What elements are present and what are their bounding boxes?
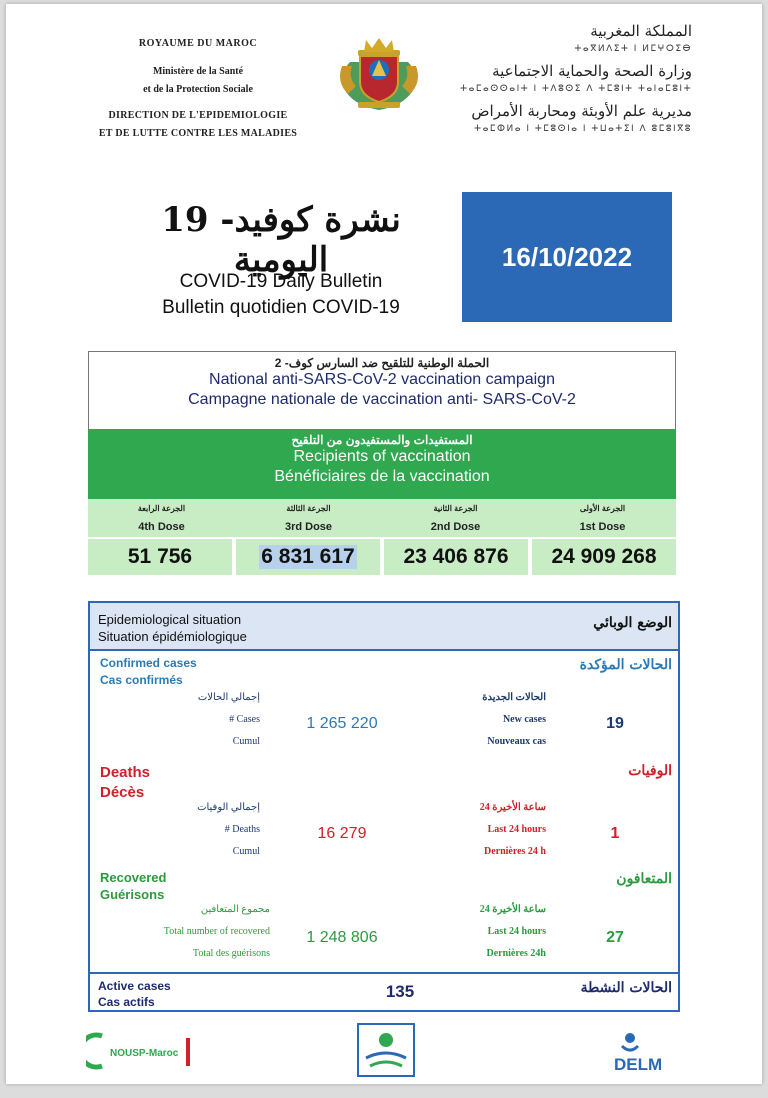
royal-emblem-icon — [336, 32, 422, 114]
label-ar: 24 ساعة الأخيرة — [479, 904, 546, 915]
recovered-new-value: 27 — [606, 929, 624, 946]
kingdom-label: ROYAUME DU MAROC — [138, 38, 258, 49]
deaths-label-fr: Décès — [100, 784, 145, 801]
label-en: Last 24 hours — [487, 926, 546, 937]
dose-value-1 — [532, 539, 676, 575]
dose-header-1 — [529, 499, 676, 537]
dose-value-text: 23 406 876 — [403, 545, 509, 568]
ministry-label-ar: وزارة الصحة والحماية الاجتماعية — [492, 62, 692, 80]
label-fr: Dernières 24 h — [483, 846, 546, 857]
recovered-new-labels — [430, 899, 546, 965]
ministry-label-tifinagh: ⵜⴰⵎⴰⵙⵙⴰⵏⵜ ⵏ ⵜⴷⵓⵙⵉ ⴷ ⵜⵎⵓⵏⵜ ⵜⴰⵏⴰⵎⵓⵏⵜ — [460, 84, 692, 94]
recipients-title-en: Recipients of vaccination — [293, 448, 471, 465]
dose-label-ar: الجرعة الثانية — [433, 504, 478, 513]
recovered-label-ar: المتعافون — [616, 871, 672, 887]
campaign-title-fr: Campagne nationale de vaccination anti- SARS-CoV-2 — [188, 391, 576, 408]
label-en: New cases — [502, 714, 546, 725]
direction-label-tifinagh: ⵜⴰⵎⵀⵍⴰ ⵏ ⵜⵎⵓⵙⵏⴰ ⵏ ⵜⵡⴰⵜⵉⵏ ⴷ ⵓⵎⵓⵏⴳⵓ — [474, 124, 692, 134]
deaths-label-en: Deaths — [100, 764, 151, 781]
dose-value-2 — [384, 539, 528, 575]
deaths-new-value: 1 — [610, 825, 620, 842]
delm-logo-icon — [610, 1030, 674, 1078]
direction-label-ar: مديرية علم الأوبئة ومحاربة الأمراض — [471, 102, 692, 120]
epi-title-ar: الوضع الوبائي — [593, 615, 672, 631]
epidemiological-situation-panel — [88, 601, 680, 1011]
kingdom-label-ar: المملكة المغربية — [590, 22, 692, 40]
deaths-label-ar: الوفيات — [628, 763, 672, 779]
bulletin-title-fr: Bulletin quotidien COVID-19 — [162, 297, 400, 318]
dose-headers — [88, 499, 676, 537]
recovered-label-fr: Guérisons — [100, 887, 165, 902]
dose-value-text: 51 756 — [127, 545, 193, 568]
deaths-section-title — [100, 763, 150, 803]
dose-value-text: 6 831 617 — [261, 545, 355, 568]
confirmed-new-value: 19 — [606, 715, 624, 732]
label-en: # Deaths — [224, 824, 260, 835]
dose-value-3 — [236, 539, 380, 575]
label-ar: الحالات الجديدة — [482, 692, 546, 703]
bulletin-title-ar: نشرة كوفيد- 19 اليومية — [161, 200, 401, 280]
header-french — [68, 38, 328, 143]
dose-value-4 — [88, 539, 232, 575]
direction-line-2: ET DE LUTTE CONTRE LES MALADIES — [98, 128, 298, 139]
dose-value-text: 24 909 268 — [551, 545, 657, 568]
label-en: # Cases — [229, 714, 260, 725]
dose-label-ar: الجرعة الرابعة — [137, 504, 186, 513]
recovered-cumul-labels — [100, 899, 270, 965]
dose-label-en: 2nd Dose — [430, 521, 481, 533]
campaign-box — [88, 351, 676, 431]
label-ar: مجموع المتعافين — [200, 904, 270, 915]
label-ar: إجمالي الوفيات — [197, 802, 260, 813]
active-label-en: Active cases — [98, 979, 171, 993]
confirmed-label-ar: الحالات المؤكدة — [579, 657, 672, 673]
dose-label-ar: الجرعة الأولى — [579, 504, 626, 513]
label-fr: Dernières 24h — [486, 948, 546, 959]
recipients-banner — [88, 429, 676, 499]
dose-values — [88, 539, 676, 575]
dose-label-en: 1st Dose — [579, 521, 626, 533]
direction-line-1: DIRECTION DE L'EPIDEMIOLOGIE — [108, 110, 288, 121]
confirmed-section-title — [100, 655, 197, 689]
epi-title-fr: Situation épidémiologique — [98, 629, 247, 644]
bulletin-title — [116, 269, 446, 321]
label-fr: Total des guérisons — [192, 948, 270, 959]
epi-header — [90, 603, 678, 651]
label-fr: Cumul — [232, 736, 260, 747]
recovered-section-title — [100, 869, 166, 903]
confirmed-cumul-labels — [160, 687, 260, 753]
ministry-line-2: et de la Protection Sociale — [143, 84, 253, 95]
bulletin-date: 16/10/2022 — [462, 192, 672, 322]
dose-label-en: 3rd Dose — [284, 521, 333, 533]
label-ar: إجمالي الحالات — [197, 692, 260, 703]
delm-logo-text: DELM — [614, 1055, 663, 1074]
header-arabic — [422, 22, 692, 142]
campaign-title-ar: الحملة الوطنية للتلقيح ضد السارس كوف- 2 — [274, 356, 490, 370]
active-label-fr: Cas actifs — [98, 995, 155, 1009]
nousp-logo-text: NOUSP-Maroc — [110, 1048, 179, 1059]
dose-header-3 — [235, 499, 382, 537]
confirmed-new-labels — [430, 687, 546, 753]
kingdom-label-tifinagh: ⵜⴰⴳⵍⴷⵉⵜ ⵏ ⵍⵎⵖⵔⵉⴱ — [574, 44, 692, 54]
bulletin-page — [6, 4, 762, 1084]
label-fr: Cumul — [232, 846, 260, 857]
recovered-cumul-value: 1 248 806 — [306, 929, 378, 946]
confirmed-label-fr: Cas confirmés — [100, 673, 183, 687]
label-ar: 24 ساعة الأخيرة — [479, 802, 546, 813]
epi-title-en: Epidemiological situation — [98, 612, 242, 627]
ministry-line-1: Ministère de la Santé — [152, 66, 244, 77]
recovered-label-en: Recovered — [100, 870, 167, 885]
deaths-cumul-value: 16 279 — [317, 825, 367, 842]
nousp-logo-icon — [86, 1030, 196, 1072]
bulletin-title-en: COVID-19 Daily Bulletin — [179, 271, 383, 292]
recipients-title-ar: المستفيدات والمستفيدون من التلقيح — [291, 433, 473, 447]
label-en: Total number of recovered — [163, 926, 270, 937]
recipients-title-fr: Bénéficiaires de la vaccination — [274, 468, 490, 485]
deaths-new-labels — [430, 797, 546, 863]
active-value: 135 — [385, 982, 415, 1001]
deaths-cumul-labels — [160, 797, 260, 863]
dose-label-en: 4th Dose — [138, 521, 185, 533]
active-cases-row — [88, 972, 680, 1012]
campaign-title-en: National anti-SARS-CoV-2 vaccination campaign — [209, 371, 555, 388]
confirmed-label-en: Confirmed cases — [100, 656, 197, 670]
label-fr: Nouveaux cas — [487, 736, 546, 747]
dose-label-ar: الجرعة الثالثة — [286, 504, 331, 513]
dose-header-2 — [382, 499, 529, 537]
label-en: Last 24 hours — [487, 824, 546, 835]
ministry-logo-icon — [356, 1022, 416, 1078]
active-label-ar: الحالات النشطة — [580, 980, 672, 996]
dose-header-4 — [88, 499, 235, 537]
confirmed-cumul-value: 1 265 220 — [306, 715, 378, 732]
